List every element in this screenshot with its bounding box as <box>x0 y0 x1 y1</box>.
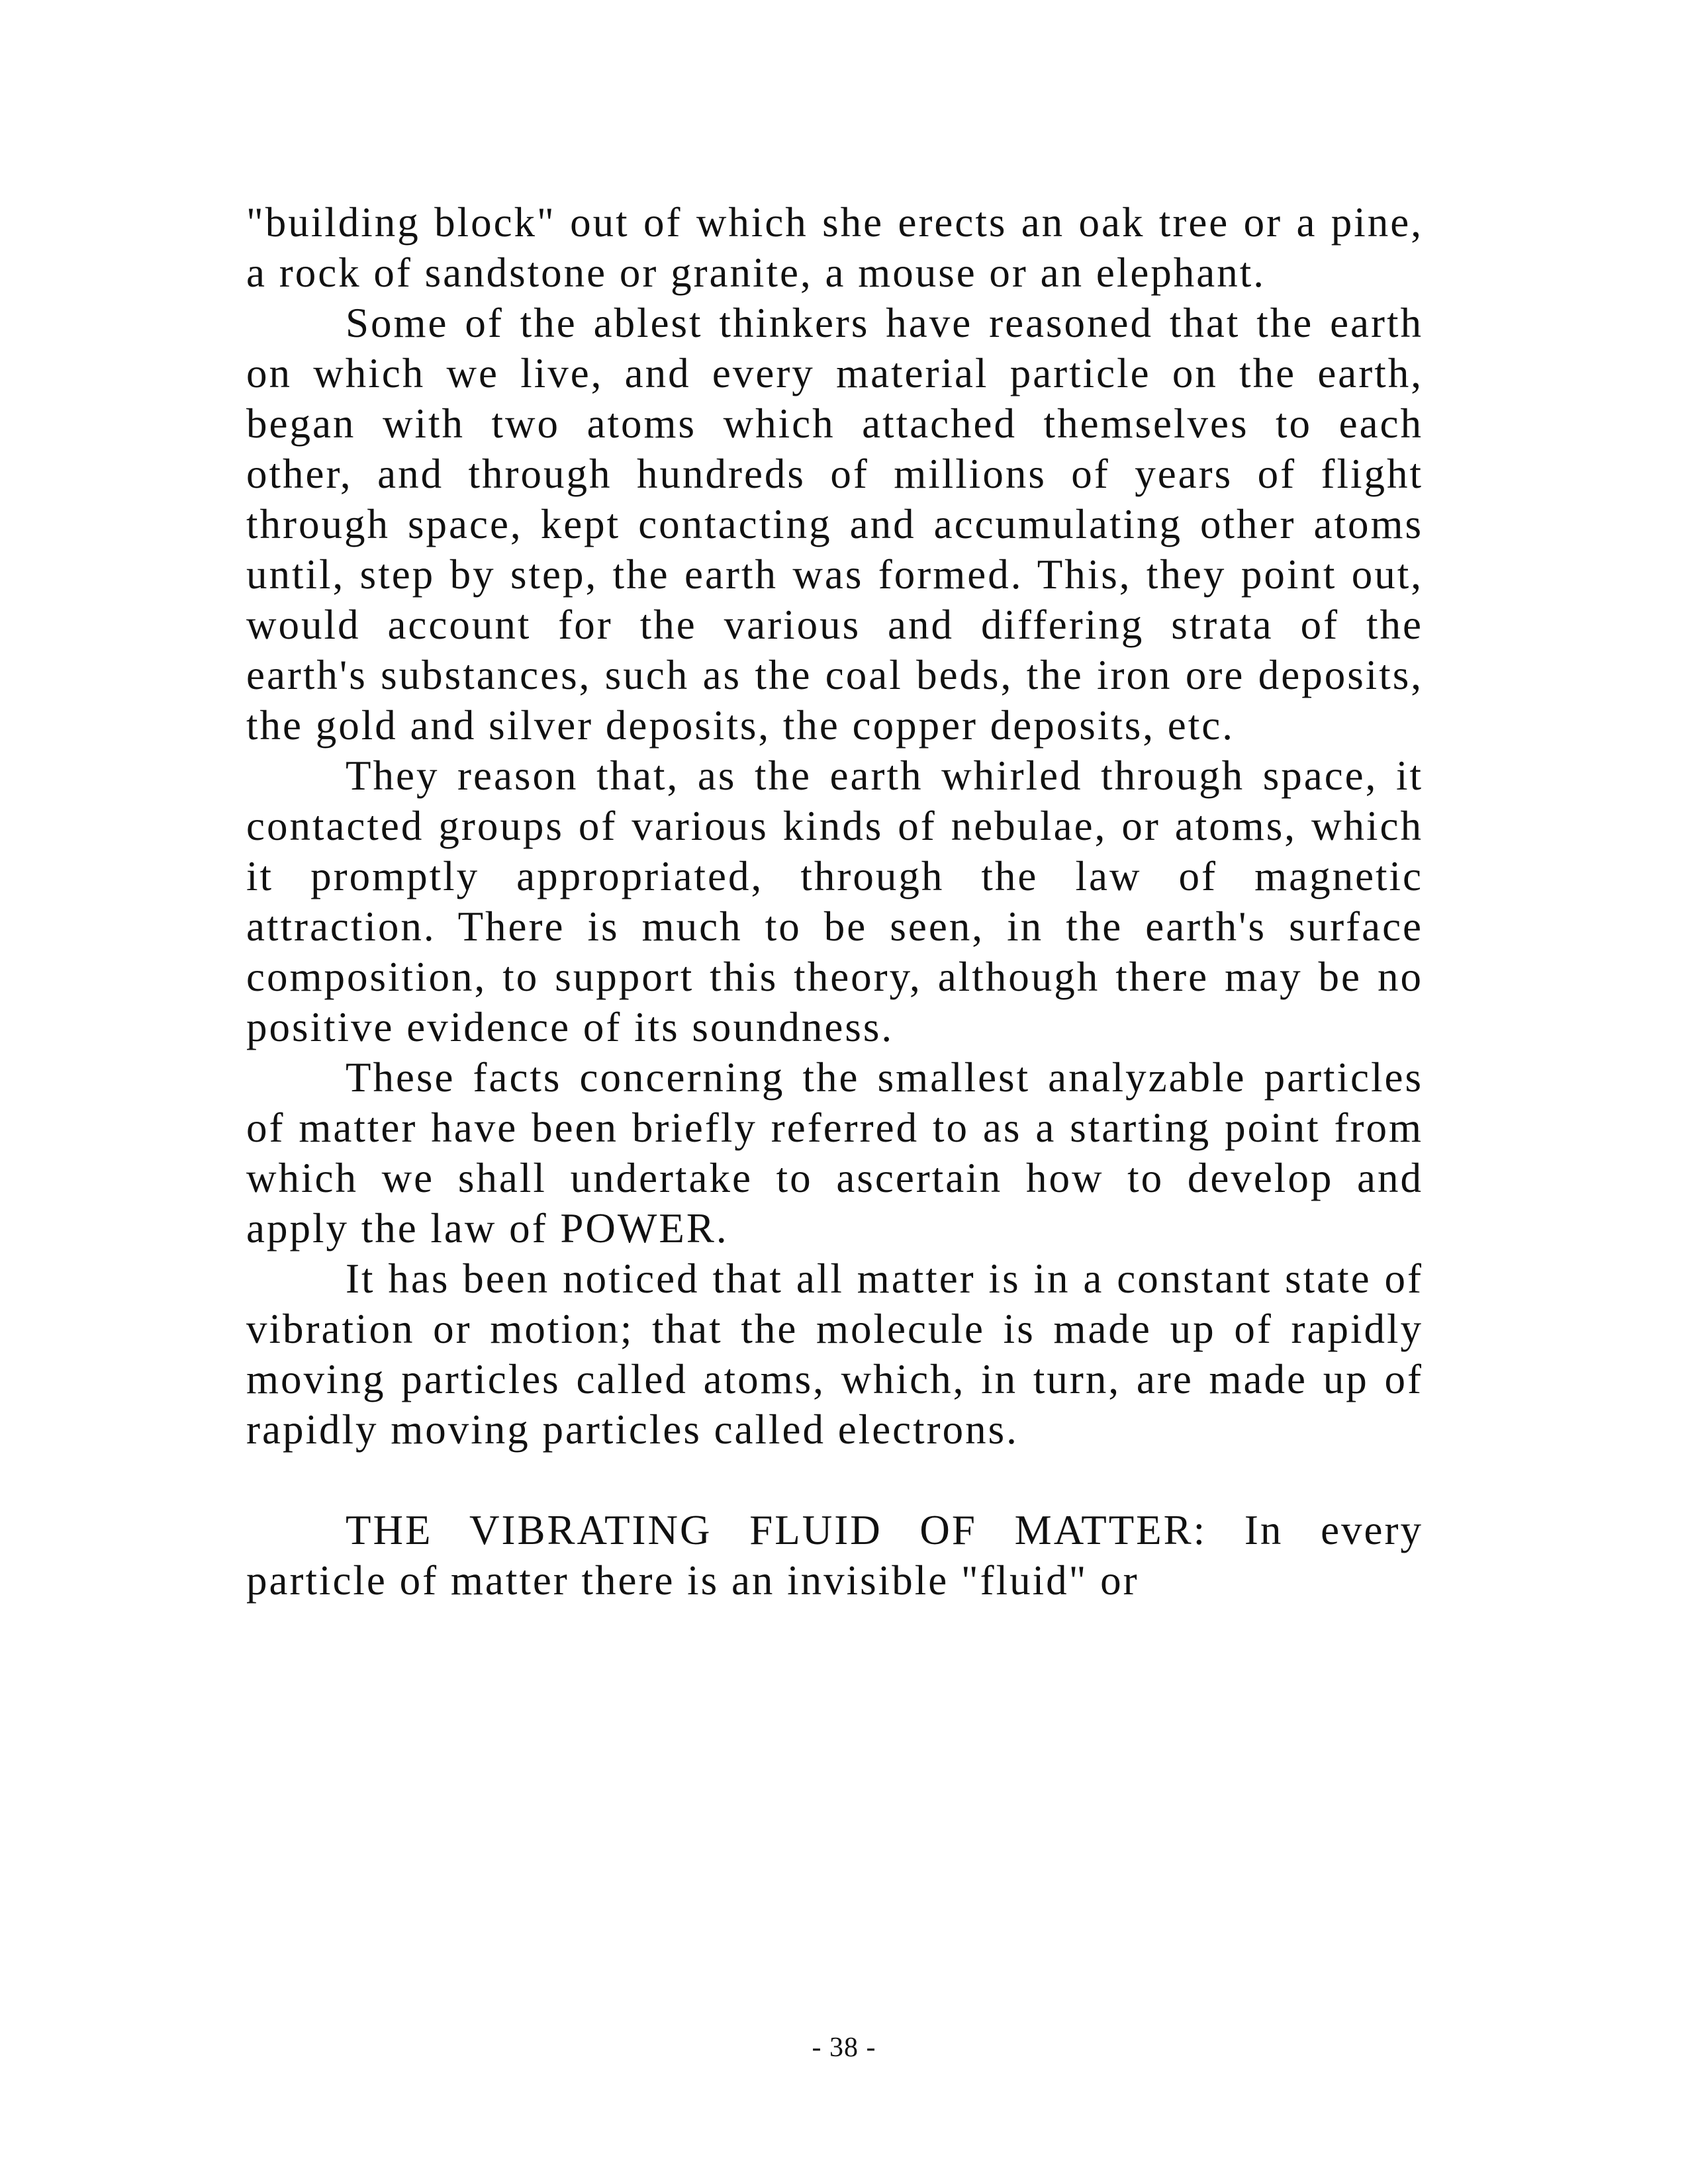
page-number: - 38 - <box>812 2032 876 2063</box>
body-text <box>246 197 1423 1606</box>
paragraph-vibrating-fluid: THE VIBRATING FLUID OF MATTER: In every particle of matter there is an invisible "fluid" or <box>246 1507 1423 1604</box>
paragraph-earth-whirled: They reason that, as the earth whirled through space, it contacted groups of various kinds of nebulae, or atoms, which it promptly appropriated, through the law of magnetic attraction. There is much to be seen, in the earth's surface composition, to support this theory, although there may be no positive evidence of its soundness. <box>246 752 1423 1050</box>
paragraph-ablest-thinkers: Some of the ablest thinkers have reasoned that the earth on which we live, and every material particle on the earth, began with two atoms which attached themselves to each other, and through hundreds of millions of years of flight through space, kept contacting and accumulating other atoms until, step by step, the earth was formed. This, they point out, would account for the various and differing strata of the earth's substances, such as the coal beds, the iron ore deposits, the gold and silver deposits, the copper deposits, etc. <box>246 300 1423 749</box>
paragraph-vibration: It has been noticed that all matter is in a constant state of vibration or motion; that the molecule is made up of rapidly moving particles called atoms, which, in turn, are made up of rapidly moving particles called electrons. <box>246 1255 1423 1453</box>
paragraph-continuation: "building block" out of which she erects an oak tree or a pine, a rock of sandstone or granite, a mouse or an elephant. <box>246 199 1423 296</box>
paragraph-smallest-particles: These facts concerning the smallest analyzable particles of matter have been briefly referred to as a starting point from which we shall undertake to ascertain how to develop and apply the law of POWER. <box>246 1054 1423 1251</box>
